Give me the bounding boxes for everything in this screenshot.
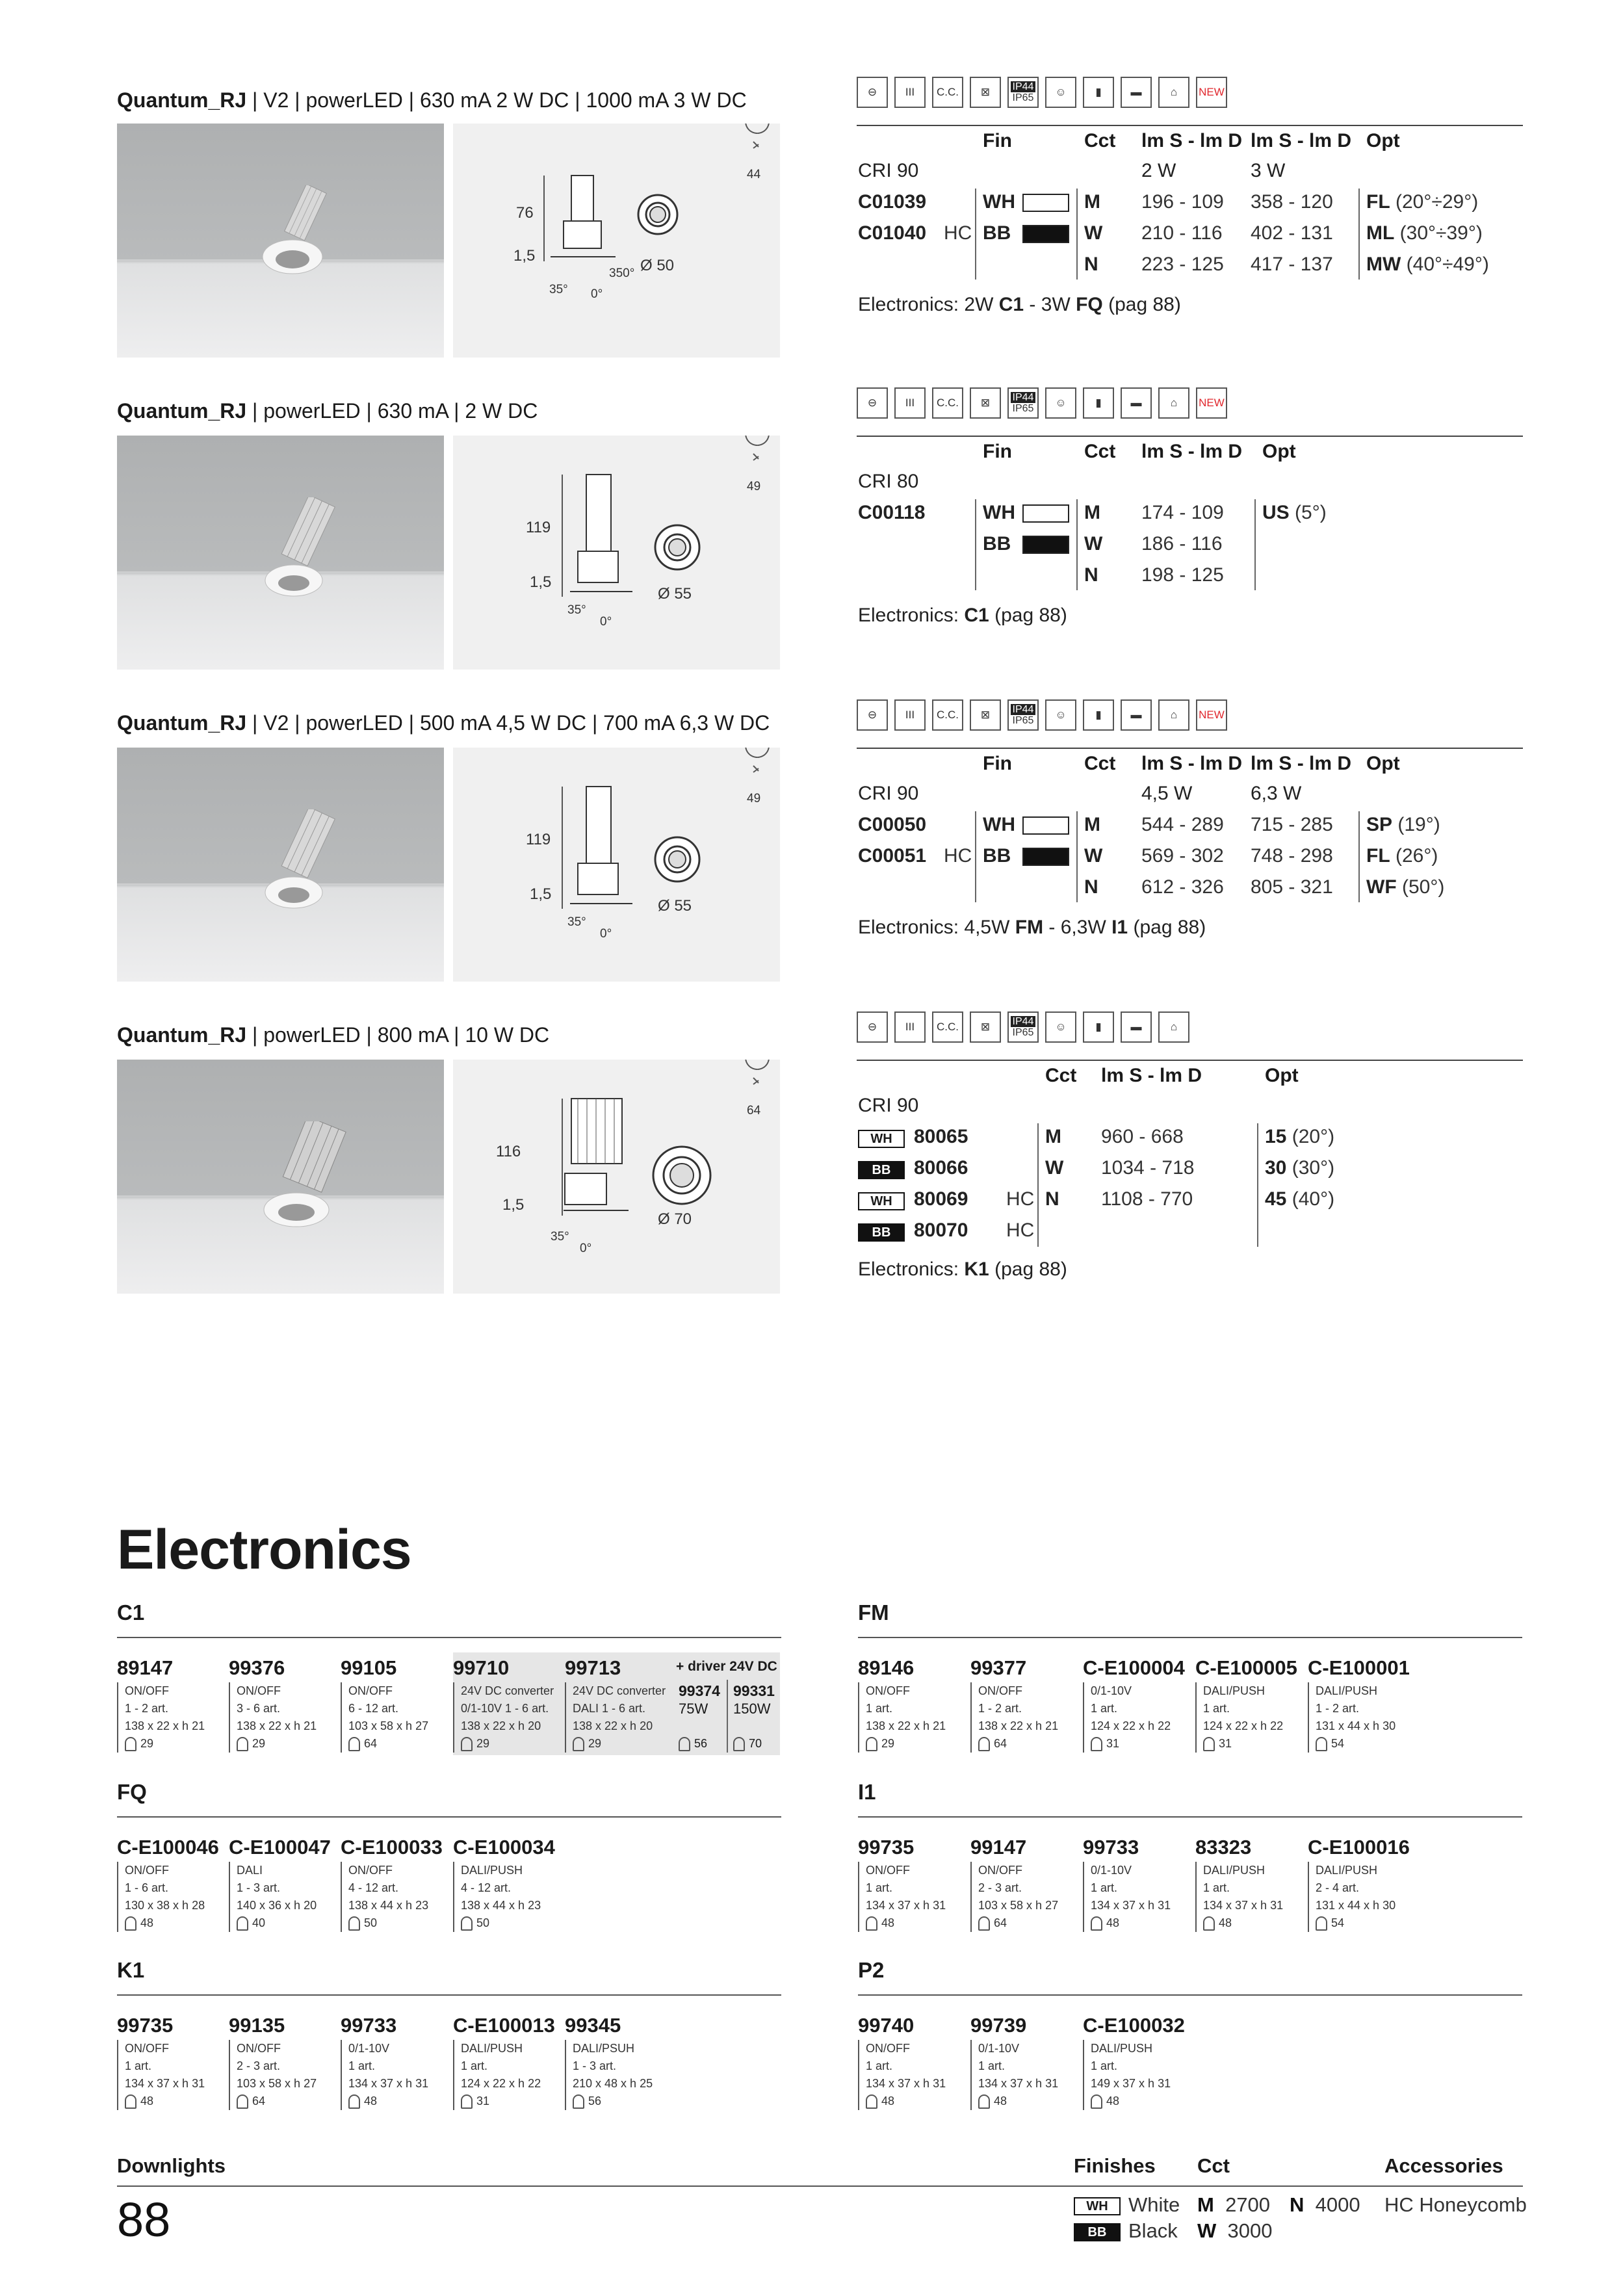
driver-item: C-E100001 DALI/PUSH 1 - 2 art. 131 x 44 x h 30 54 bbox=[1308, 1656, 1420, 1753]
table-rule bbox=[857, 436, 1523, 437]
new-badge: NEW bbox=[1196, 77, 1227, 108]
driver-item: C-E100032 DALI/PUSH 1 art. 149 x 37 x h 31 48 bbox=[1083, 2014, 1195, 2110]
weight-icon bbox=[746, 436, 769, 460]
weight-value: 49 bbox=[747, 792, 761, 805]
weight-icon bbox=[237, 2094, 248, 2109]
driver-item: 83323 DALI/PUSH 1 art. 134 x 37 x h 31 48 bbox=[1195, 1836, 1307, 1932]
finish-code: BB bbox=[983, 222, 1011, 244]
dim-height: 119 bbox=[526, 831, 551, 848]
optic: FL (26°) bbox=[1366, 845, 1438, 867]
table-rule bbox=[857, 748, 1523, 749]
weight-icon bbox=[125, 1737, 136, 1751]
cc-icon: C.C. bbox=[932, 77, 963, 108]
lumen-value: 1108 - 770 bbox=[1101, 1188, 1193, 1210]
finishes-title: Finishes bbox=[1074, 2154, 1156, 2177]
weight-icon bbox=[1203, 1916, 1215, 1931]
code-suffix: HC bbox=[944, 845, 972, 867]
technical-drawing bbox=[453, 1060, 780, 1294]
mount-icon: ▬ bbox=[1121, 1011, 1152, 1043]
no-insulation-icon: ⊠ bbox=[970, 77, 1001, 108]
angle-b: 0° bbox=[600, 615, 612, 629]
col-cct: Cct bbox=[1084, 130, 1116, 151]
certification-icons bbox=[857, 77, 1227, 108]
cct-value: W bbox=[1084, 845, 1103, 867]
driver-item: C-E100034 DALI/PUSH 4 - 12 art. 138 x 44 x h 23 50 bbox=[453, 1836, 565, 1932]
fixture-image bbox=[253, 185, 344, 276]
ip-rating-icon: IP44 IP65 bbox=[1007, 387, 1039, 419]
lumen-value: 612 - 326 bbox=[1141, 876, 1224, 898]
driver-24v-title: + driver 24V DC bbox=[676, 1659, 777, 1674]
driver-item: C-E100033 ON/OFF 4 - 12 art. 138 x 44 x h 23 50 bbox=[341, 1836, 452, 1932]
dim-base: 1,5 bbox=[530, 885, 552, 903]
new-badge: NEW bbox=[1196, 387, 1227, 419]
optic: 45 (40°) bbox=[1265, 1188, 1335, 1210]
angle-b: 0° bbox=[600, 927, 612, 941]
accessories-title: Accessories bbox=[1384, 2154, 1503, 2177]
product-photo bbox=[117, 436, 444, 670]
lumen-value: 544 - 289 bbox=[1141, 814, 1224, 835]
weight-icon bbox=[679, 1737, 690, 1751]
finish-swatch-black bbox=[1022, 536, 1069, 554]
lumen-value: 186 - 116 bbox=[1141, 533, 1223, 554]
angle-a: 35° bbox=[567, 603, 586, 617]
table-rule bbox=[857, 1060, 1523, 1061]
beam-icon: ▮ bbox=[1083, 77, 1114, 108]
optic: 30 (30°) bbox=[1265, 1157, 1335, 1179]
group-title-fm: FM bbox=[858, 1600, 889, 1624]
cct-value: W bbox=[1084, 533, 1103, 554]
finish-swatch-black bbox=[1022, 848, 1069, 866]
finish-code: BB bbox=[983, 845, 1011, 867]
technical-drawing bbox=[453, 436, 780, 670]
page-number: 88 bbox=[117, 2193, 171, 2247]
cct-legend: M 2700 bbox=[1197, 2193, 1271, 2216]
optic: SP (19°) bbox=[1366, 814, 1440, 835]
certification-icons bbox=[857, 1011, 1189, 1043]
driver-item: 99345 DALI/PSUH 1 - 3 art. 210 x 48 x h 25 56 bbox=[565, 2014, 677, 2110]
lumen-value: 569 - 302 bbox=[1141, 845, 1224, 867]
driver-item: 99710 24V DC converter 0/1-10V 1 - 6 art. 138 x 22 x h 20 29 bbox=[453, 1656, 565, 1753]
weight-icon bbox=[348, 1737, 360, 1751]
driver-item: 99739 0/1-10V 1 art. 134 x 37 x h 31 48 bbox=[970, 2014, 1082, 2110]
driver-item: C-E100005 DALI/PUSH 1 art. 124 x 22 x h 22 31 bbox=[1195, 1656, 1307, 1753]
lumen-value: 960 - 668 bbox=[1101, 1126, 1184, 1147]
class-icon: III bbox=[894, 1011, 926, 1043]
weight-icon bbox=[125, 2094, 136, 2109]
product-code: 80066 bbox=[914, 1157, 968, 1179]
product-code: C00118 bbox=[858, 502, 926, 523]
finish-name: Black bbox=[1128, 2219, 1178, 2242]
mount-icon: ▬ bbox=[1121, 387, 1152, 419]
electronics-note: Electronics: 2W C1 - 3W FQ (pag 88) bbox=[858, 294, 1181, 315]
mount-icon: ▬ bbox=[1121, 77, 1152, 108]
dimension-drawing bbox=[453, 436, 780, 670]
finish-name: White bbox=[1128, 2193, 1180, 2216]
angle-a: 35° bbox=[549, 283, 568, 296]
ip-rating-icon: IP44 IP65 bbox=[1007, 77, 1039, 108]
col-lm-a: lm S - lm D bbox=[1141, 753, 1243, 774]
weight-icon bbox=[237, 1737, 248, 1751]
driver-item: 99735 ON/OFF 1 art. 134 x 37 x h 31 48 bbox=[858, 1836, 970, 1932]
recessed-icon: ⊖ bbox=[857, 77, 888, 108]
driver-item: 99740 ON/OFF 1 art. 134 x 37 x h 31 48 bbox=[858, 2014, 970, 2110]
driver-item: 99105 ON/OFF 6 - 12 art. 103 x 58 x h 27 64 bbox=[341, 1656, 452, 1753]
finish-tag-black: BB bbox=[858, 1223, 905, 1242]
product-code: 80069 bbox=[914, 1188, 968, 1210]
no-insulation-icon: ⊠ bbox=[970, 1011, 1001, 1043]
col-cct: Cct bbox=[1045, 1065, 1077, 1086]
lumen-value: 196 - 109 bbox=[1141, 191, 1224, 213]
weight-icon bbox=[1316, 1916, 1327, 1931]
weight-icon bbox=[1316, 1737, 1327, 1751]
cct-legend: W 3000 bbox=[1197, 2219, 1273, 2242]
weight-icon bbox=[573, 1737, 584, 1751]
dim-diameter: Ø 55 bbox=[658, 897, 692, 915]
weight-icon bbox=[1203, 1737, 1215, 1751]
driver-item: 99135 ON/OFF 2 - 3 art. 103 x 58 x h 27 64 bbox=[229, 2014, 341, 2110]
driver-power: 150W bbox=[733, 1701, 771, 1717]
person-icon: ☺ bbox=[1045, 77, 1076, 108]
weight-icon bbox=[733, 1737, 745, 1751]
weight-icon bbox=[461, 1737, 473, 1751]
driver-code: 99331 bbox=[733, 1682, 775, 1699]
electronics-note: Electronics: C1 (pag 88) bbox=[858, 605, 1067, 626]
dim-base: 1,5 bbox=[530, 573, 552, 591]
table-rule bbox=[857, 125, 1523, 126]
weight-icon bbox=[978, 2094, 990, 2109]
group-title-k1: K1 bbox=[117, 1958, 145, 1982]
cri: CRI 80 bbox=[858, 471, 919, 492]
finish-swatch-white bbox=[1022, 816, 1069, 835]
recessed-icon: ⊖ bbox=[857, 387, 888, 419]
lumen-value: 210 - 116 bbox=[1141, 222, 1223, 244]
ip-rating-icon: IP44 IP65 bbox=[1007, 1011, 1039, 1043]
dim-diameter: Ø 50 bbox=[640, 257, 675, 274]
product-title: Quantum_RJ | powerLED | 800 mA | 10 W DC bbox=[117, 1023, 550, 1047]
weight-icon bbox=[237, 1916, 248, 1931]
weight-icon bbox=[746, 748, 769, 772]
product-code: C01040 bbox=[858, 222, 927, 244]
driver-power: 75W bbox=[679, 1701, 708, 1717]
product-photo bbox=[117, 124, 444, 358]
cct-value: N bbox=[1084, 876, 1098, 898]
product-code: 80065 bbox=[914, 1126, 968, 1147]
driver-code: 99374 bbox=[679, 1682, 720, 1699]
product-code: C00050 bbox=[858, 814, 927, 835]
power-b: 6,3 W bbox=[1251, 783, 1302, 804]
angle-b: 0° bbox=[591, 287, 603, 301]
weight-icon bbox=[866, 1737, 877, 1751]
no-insulation-icon: ⊠ bbox=[970, 699, 1001, 731]
cct-value: W bbox=[1084, 222, 1103, 244]
dimension-drawing bbox=[453, 748, 780, 982]
angle-b: 0° bbox=[580, 1242, 592, 1255]
beam-icon: ▮ bbox=[1083, 699, 1114, 731]
weight-icon bbox=[348, 2094, 360, 2109]
technical-drawing bbox=[453, 124, 780, 358]
weight-icon bbox=[573, 2094, 584, 2109]
weight-value: 44 bbox=[747, 168, 761, 181]
dim-height: 119 bbox=[526, 519, 551, 536]
cct-value: N bbox=[1045, 1188, 1059, 1210]
optic: FL (20°÷29°) bbox=[1366, 191, 1479, 213]
angle-a: 35° bbox=[567, 915, 586, 929]
dim-diameter: Ø 55 bbox=[658, 585, 692, 603]
cri: CRI 90 bbox=[858, 160, 919, 181]
col-lm-a: lm S - lm D bbox=[1141, 130, 1243, 151]
weight-value: 49 bbox=[747, 480, 761, 493]
cc-icon: C.C. bbox=[932, 387, 963, 419]
group-title-c1: C1 bbox=[117, 1600, 145, 1624]
beam-icon: ▮ bbox=[1083, 387, 1114, 419]
optic: MW (40°÷49°) bbox=[1366, 254, 1489, 275]
cct-value: N bbox=[1084, 254, 1098, 275]
dimension-drawing bbox=[453, 124, 780, 358]
driver-item: C-E100013 DALI/PUSH 1 art. 124 x 22 x h 22 31 bbox=[453, 2014, 565, 2110]
weight-icon bbox=[1091, 2094, 1102, 2109]
weight-icon bbox=[348, 1916, 360, 1931]
optic: ML (30°÷39°) bbox=[1366, 222, 1483, 244]
driver-item: 99147 ON/OFF 2 - 3 art. 103 x 58 x h 27 64 bbox=[970, 1836, 1082, 1932]
mount-icon: ▬ bbox=[1121, 699, 1152, 731]
optic: WF (50°) bbox=[1366, 876, 1445, 898]
finish-swatch-white bbox=[1022, 194, 1069, 212]
driver-item: 99733 0/1-10V 1 art. 134 x 37 x h 31 48 bbox=[1083, 1836, 1195, 1932]
finish-tag-white: WH bbox=[1074, 2197, 1121, 2215]
cct-value: M bbox=[1084, 502, 1100, 523]
col-lm-a: lm S - lm D bbox=[1141, 441, 1243, 462]
cct-value: M bbox=[1045, 1126, 1061, 1147]
weight-icon bbox=[1091, 1737, 1102, 1751]
class-icon: III bbox=[894, 699, 926, 731]
angle-c: 350° bbox=[609, 267, 635, 280]
col-fin: Fin bbox=[983, 441, 1012, 462]
group-title-i1: I1 bbox=[858, 1780, 876, 1804]
home-icon: ⌂ bbox=[1158, 699, 1189, 731]
driver-weight: 70 bbox=[733, 1737, 762, 1751]
code-suffix: HC bbox=[944, 222, 972, 244]
col-fin: Fin bbox=[983, 130, 1012, 151]
fixture-image bbox=[253, 1121, 370, 1232]
dimension-drawing bbox=[453, 1060, 780, 1294]
new-badge: NEW bbox=[1196, 699, 1227, 731]
dim-height: 76 bbox=[516, 204, 534, 222]
col-cct: Cct bbox=[1084, 753, 1116, 774]
weight-icon bbox=[866, 1916, 877, 1931]
finish-tag-white: WH bbox=[858, 1130, 905, 1148]
col-opt: Opt bbox=[1265, 1065, 1299, 1086]
cri: CRI 90 bbox=[858, 783, 919, 804]
weight-icon bbox=[1091, 1916, 1102, 1931]
lumen-value: 417 - 137 bbox=[1251, 254, 1333, 275]
driver-item: 99733 0/1-10V 1 art. 134 x 37 x h 31 48 bbox=[341, 2014, 452, 2110]
lumen-value: 402 - 131 bbox=[1251, 222, 1333, 244]
driver-item: 89146 ON/OFF 1 art. 138 x 22 x h 21 29 bbox=[858, 1656, 970, 1753]
lumen-value: 198 - 125 bbox=[1141, 564, 1224, 586]
product-title: Quantum_RJ | V2 | powerLED | 500 mA 4,5 W DC | 700 mA 6,3 W DC bbox=[117, 711, 770, 735]
weight-icon bbox=[461, 1916, 473, 1931]
weight-icon bbox=[866, 2094, 877, 2109]
product-photo bbox=[117, 748, 444, 982]
person-icon: ☺ bbox=[1045, 699, 1076, 731]
dim-base: 1,5 bbox=[502, 1196, 525, 1214]
cct-legend: N 4000 bbox=[1290, 2193, 1360, 2216]
weight-icon bbox=[978, 1737, 990, 1751]
dim-base: 1,5 bbox=[513, 247, 536, 265]
lumen-value: 358 - 120 bbox=[1251, 191, 1333, 213]
code-suffix: HC bbox=[1006, 1188, 1035, 1210]
accessory-legend: HC Honeycomb bbox=[1384, 2193, 1527, 2216]
col-fin: Fin bbox=[983, 753, 1012, 774]
optic: US (5°) bbox=[1262, 502, 1327, 523]
cc-icon: C.C. bbox=[932, 1011, 963, 1043]
driver-item: 99713 24V DC converter DALI 1 - 6 art. 138 x 22 x h 20 29 bbox=[565, 1656, 677, 1753]
col-opt: Opt bbox=[1366, 130, 1400, 151]
electronics-note: Electronics: K1 (pag 88) bbox=[858, 1259, 1067, 1280]
weight-icon bbox=[461, 2094, 473, 2109]
code-suffix: HC bbox=[1006, 1220, 1035, 1241]
beam-icon: ▮ bbox=[1083, 1011, 1114, 1043]
col-lm-b: lm S - lm D bbox=[1251, 753, 1352, 774]
home-icon: ⌂ bbox=[1158, 1011, 1189, 1043]
weight-icon bbox=[746, 1060, 769, 1084]
finish-code: WH bbox=[983, 502, 1015, 523]
lumen-value: 223 - 125 bbox=[1141, 254, 1224, 275]
person-icon: ☺ bbox=[1045, 1011, 1076, 1043]
lumen-value: 715 - 285 bbox=[1251, 814, 1333, 835]
finish-code: WH bbox=[983, 814, 1015, 835]
lumen-value: 174 - 109 bbox=[1141, 502, 1224, 523]
power-a: 4,5 W bbox=[1141, 783, 1193, 804]
product-title: Quantum_RJ | V2 | powerLED | 630 mA 2 W DC | 1000 mA 3 W DC bbox=[117, 88, 747, 112]
cct-value: M bbox=[1084, 191, 1100, 213]
weight-value: 64 bbox=[747, 1104, 761, 1117]
product-code: 80070 bbox=[914, 1220, 968, 1241]
col-lm-b: lm S - lm D bbox=[1251, 130, 1352, 151]
product-code: C01039 bbox=[858, 191, 927, 213]
product-title: Quantum_RJ | powerLED | 630 mA | 2 W DC bbox=[117, 399, 538, 423]
product-code: C00051 bbox=[858, 845, 927, 867]
ip-rating-icon: IP44 IP65 bbox=[1007, 699, 1039, 731]
lumen-value: 1034 - 718 bbox=[1101, 1157, 1195, 1179]
col-opt: Opt bbox=[1366, 753, 1400, 774]
driver-item: 89147 ON/OFF 1 - 2 art. 138 x 22 x h 21 29 bbox=[117, 1656, 229, 1753]
home-icon: ⌂ bbox=[1158, 387, 1189, 419]
no-insulation-icon: ⊠ bbox=[970, 387, 1001, 419]
finish-tag-black: BB bbox=[858, 1161, 905, 1179]
driver-item: C-E100016 DALI/PUSH 2 - 4 art. 131 x 44 x h 30 54 bbox=[1308, 1836, 1420, 1932]
person-icon: ☺ bbox=[1045, 387, 1076, 419]
finish-code: BB bbox=[983, 533, 1011, 554]
electronics-note: Electronics: 4,5W FM - 6,3W I1 (pag 88) bbox=[858, 917, 1206, 938]
finish-tag-black: BB bbox=[1074, 2223, 1121, 2241]
angle-a: 35° bbox=[551, 1230, 569, 1244]
certification-icons bbox=[857, 387, 1227, 419]
finish-tag-white: WH bbox=[858, 1192, 905, 1210]
lumen-value: 748 - 298 bbox=[1251, 845, 1333, 867]
optic: 15 (20°) bbox=[1265, 1126, 1335, 1147]
driver-item: 99377 ON/OFF 1 - 2 art. 138 x 22 x h 21 64 bbox=[970, 1656, 1082, 1753]
cct-value: N bbox=[1084, 564, 1098, 586]
dim-height: 116 bbox=[496, 1143, 521, 1160]
product-photo bbox=[117, 1060, 444, 1294]
technical-drawing bbox=[453, 748, 780, 982]
group-title-p2: P2 bbox=[858, 1958, 885, 1982]
power-b: 3 W bbox=[1251, 160, 1286, 181]
cc-icon: C.C. bbox=[932, 699, 963, 731]
col-cct: Cct bbox=[1084, 441, 1116, 462]
cct-value: M bbox=[1084, 814, 1100, 835]
weight-icon bbox=[125, 1916, 136, 1931]
certification-icons bbox=[857, 699, 1227, 731]
lumen-value: 805 - 321 bbox=[1251, 876, 1333, 898]
fixture-image bbox=[253, 497, 357, 601]
class-icon: III bbox=[894, 77, 926, 108]
driver-item: 99735 ON/OFF 1 art. 134 x 37 x h 31 48 bbox=[117, 2014, 229, 2110]
group-title-fq: FQ bbox=[117, 1780, 147, 1804]
electronics-title: Electronics bbox=[117, 1519, 411, 1581]
driver-item: C-E100047 DALI 1 - 3 art. 140 x 36 x h 20 40 bbox=[229, 1836, 341, 1932]
col-lm-a: lm S - lm D bbox=[1101, 1065, 1202, 1086]
weight-icon bbox=[746, 124, 769, 148]
driver-weight: 56 bbox=[679, 1737, 707, 1751]
class-icon: III bbox=[894, 387, 926, 419]
fixture-image bbox=[253, 809, 357, 913]
dim-diameter: Ø 70 bbox=[658, 1210, 692, 1228]
driver-item: C-E100004 0/1-10V 1 art. 124 x 22 x h 22 31 bbox=[1083, 1656, 1195, 1753]
weight-icon bbox=[978, 1916, 990, 1931]
cct-value: W bbox=[1045, 1157, 1064, 1179]
driver-item: 99376 ON/OFF 3 - 6 art. 138 x 22 x h 21 29 bbox=[229, 1656, 341, 1753]
recessed-icon: ⊖ bbox=[857, 1011, 888, 1043]
recessed-icon: ⊖ bbox=[857, 699, 888, 731]
col-opt: Opt bbox=[1262, 441, 1296, 462]
home-icon: ⌂ bbox=[1158, 77, 1189, 108]
finish-code: WH bbox=[983, 191, 1015, 213]
cct-title: Cct bbox=[1197, 2154, 1230, 2177]
section-label: Downlights bbox=[117, 2154, 226, 2177]
finish-swatch-white bbox=[1022, 504, 1069, 523]
power-a: 2 W bbox=[1141, 160, 1176, 181]
cri: CRI 90 bbox=[858, 1095, 919, 1116]
driver-item: C-E100046 ON/OFF 1 - 6 art. 130 x 38 x h 28 48 bbox=[117, 1836, 229, 1932]
finish-swatch-black bbox=[1022, 225, 1069, 243]
